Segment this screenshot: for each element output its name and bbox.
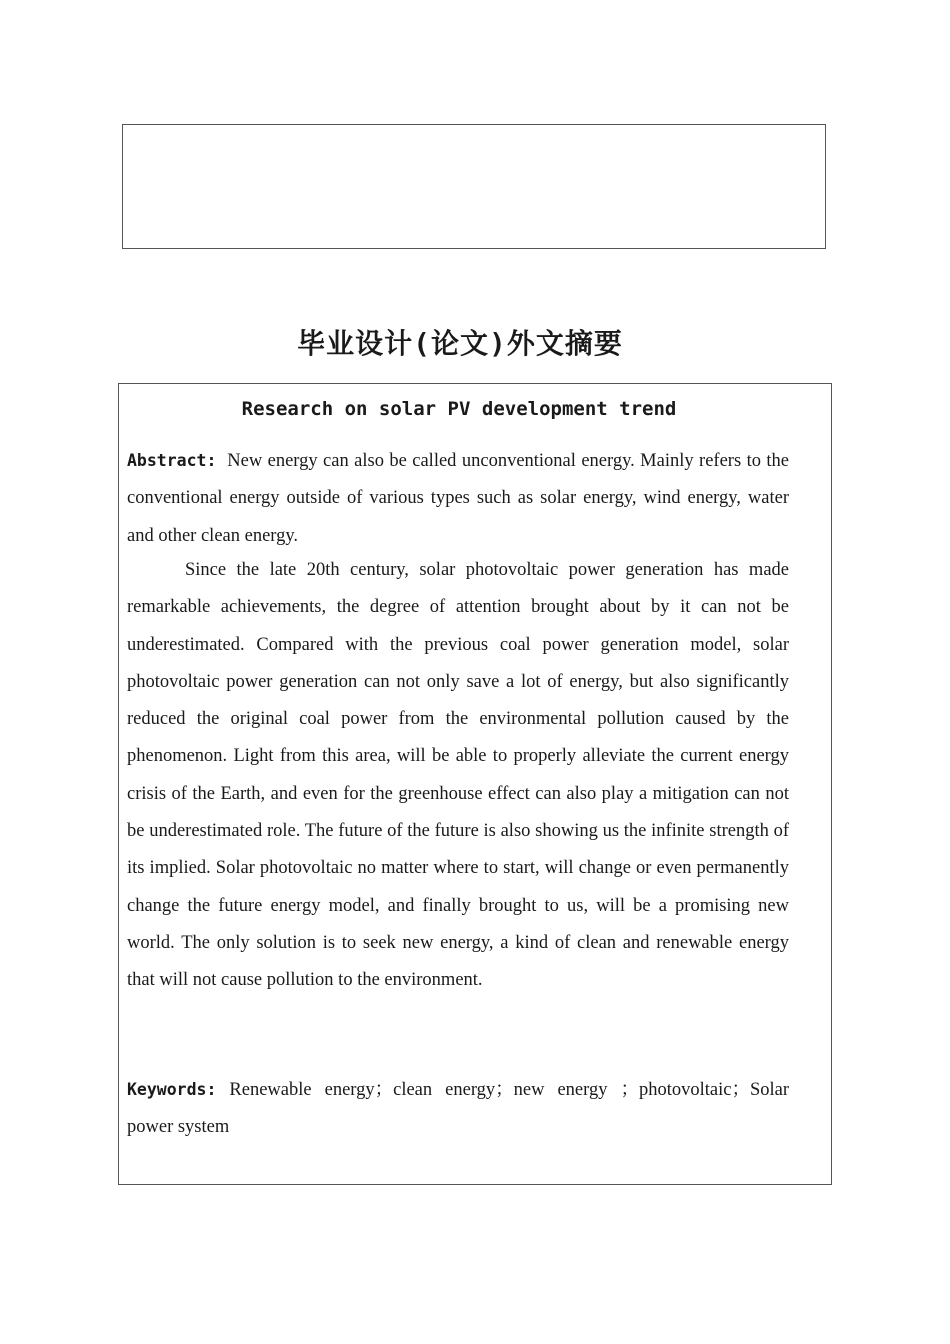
paper-title: Research on solar PV development trend [241, 398, 677, 420]
abstract-text: New energy can also be called unconventional energy. Mainly refers to the conventional energy outside of various types such as solar energy, wind energy, water and other clean energy. [127, 451, 789, 546]
keywords-label: Keywords: [127, 1080, 217, 1099]
body-paragraph: Since the late 20th century, solar photovoltaic power generation has made remarkable achievements, the degree of attention brought about by it can not be underestimated. Compared with the previous coal power generation model, solar photovoltaic power generation can not only save a lot of energy, but also significantly reduced the original coal power from the environmental pollution caused by the phenomenon. Light from this area, will be able to properly alleviate the current energy crisis of the Earth, and even for the greenhouse effect can also play a mitigation can not be underestimated role. The future of the future is also showing us the infinite strength of its implied. Solar photovoltaic no matter where to start, will change or even permanently change the future energy model, and finally brought to us, will be a promising new world. The only solution is to seek new energy, a kind of clean and renewable energy that will not cause pollution to the environment. [127, 560, 789, 991]
keywords-paragraph [127, 1071, 789, 1147]
header-blank-box [122, 124, 826, 249]
document-heading: 毕业设计(论文)外文摘要 [297, 327, 623, 360]
abstract-paragraph [127, 442, 789, 555]
abstract-label: Abstract: [127, 451, 217, 470]
abstract-box [118, 383, 832, 1185]
keywords-text: Renewable energy；clean energy；new energy ；photovoltaic；Solar power system [127, 1080, 790, 1138]
